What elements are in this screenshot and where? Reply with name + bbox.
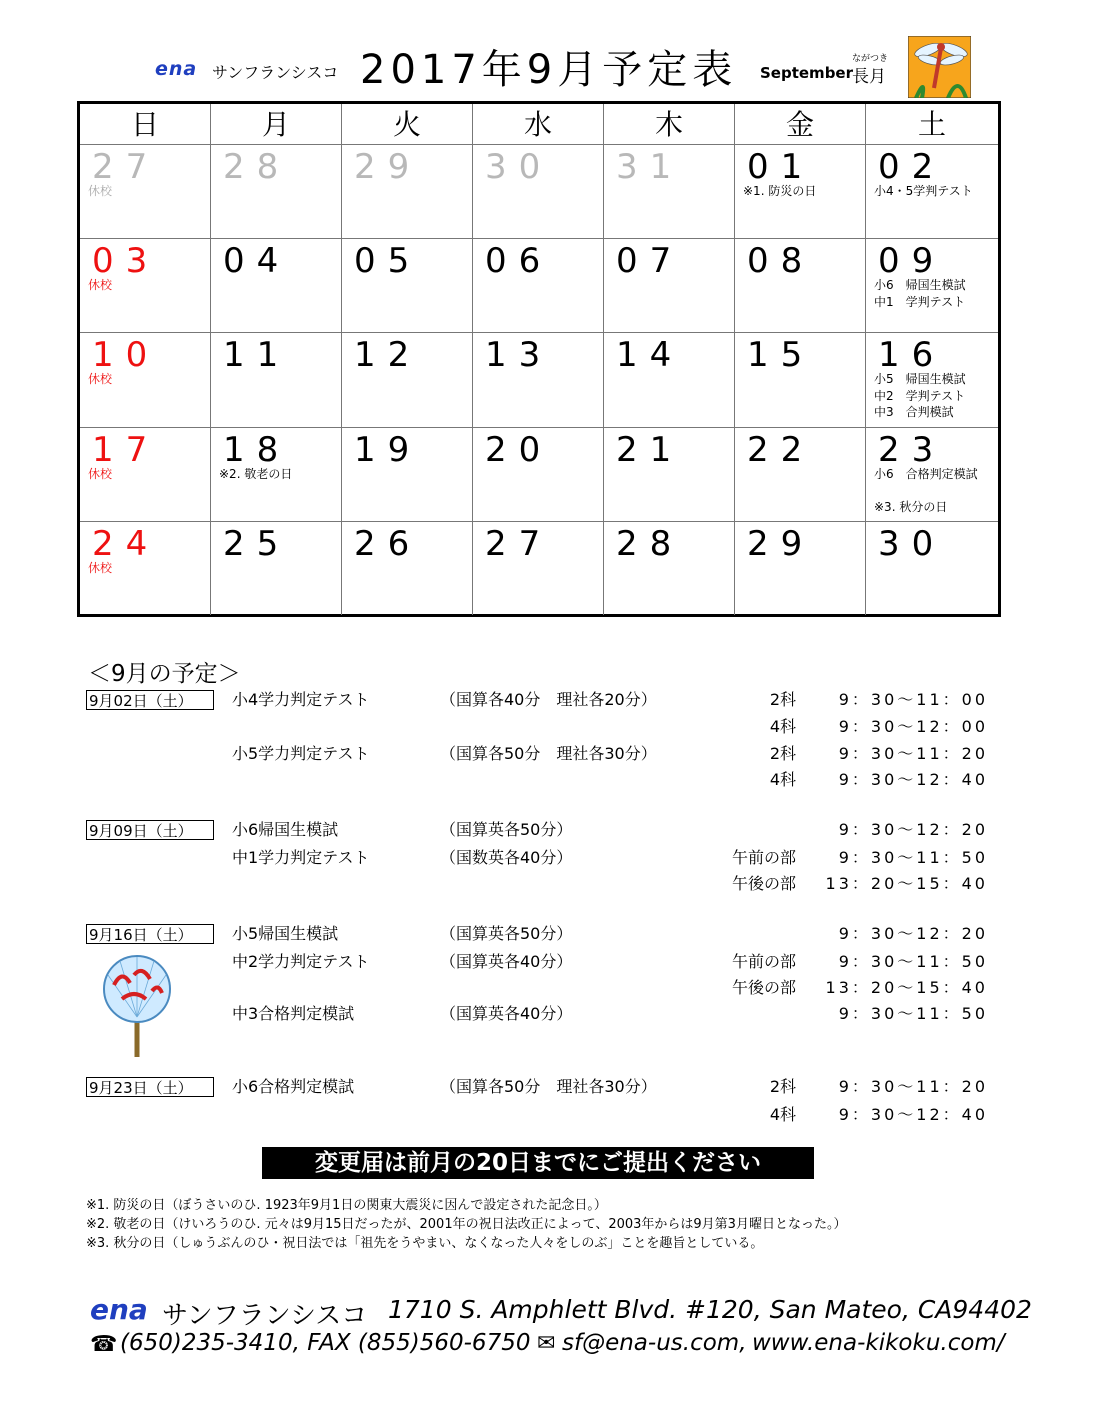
calendar-day-cell [473, 427, 604, 521]
day-note: 中2 学判テスト [874, 388, 966, 403]
calendar-day-cell [866, 521, 998, 615]
day-note: 小4・5学判テスト [874, 184, 973, 198]
day-note: 休校 [88, 372, 113, 387]
day-number: 27 [92, 147, 160, 187]
dragonfly-icon [908, 36, 971, 98]
exam-name: 小4学力判定テスト [232, 690, 370, 709]
calendar-day-cell [604, 238, 735, 332]
schedule-heading: ＜9月の予定＞ [88, 661, 241, 687]
exam-time: 9：30〜12：40 [838, 1105, 988, 1124]
brand-logo: ena [155, 58, 198, 80]
exam-session: 午後の部 [731, 978, 796, 997]
exam-time: 9：30〜11：20 [838, 744, 988, 763]
day-note: 小6 帰国生模試 [874, 278, 966, 293]
day-number: 04 [223, 241, 291, 282]
calendar-day-cell [342, 332, 473, 426]
exam-subjects: 2科 [769, 690, 796, 709]
exam-subjects: 4科 [769, 770, 796, 789]
exam-time: 9：30〜11：00 [838, 690, 988, 709]
day-number: 02 [878, 147, 946, 187]
calendar-day-cell [80, 332, 211, 426]
exam-time: 9：30〜11：50 [838, 1004, 988, 1023]
day-number: 12 [354, 335, 422, 376]
day-number: 08 [747, 241, 815, 282]
day-number: 21 [616, 429, 684, 470]
day-note: 休校 [88, 278, 113, 293]
day-number: 17 [92, 429, 160, 470]
footer-address: 1710 S. Amphlett Blvd. #120, San Mateo, CA94402 [388, 1295, 1032, 1324]
footer-email[interactable]: sf@ena-us.com, [562, 1330, 747, 1356]
weekday-header: 火 [342, 104, 473, 144]
exam-duration: （国算英各50分） [440, 924, 573, 943]
calendar-day-cell [80, 427, 211, 521]
day-number: 06 [485, 241, 553, 282]
day-note: 中3 合判模試 [874, 405, 954, 420]
calendar-day-cell [866, 238, 998, 332]
day-number: 26 [354, 523, 422, 564]
exam-time: 9：30〜11：50 [838, 848, 988, 867]
exam-duration: （国数英各40分） [440, 848, 573, 867]
day-note: ※2. 敬老の日 [219, 466, 293, 481]
day-number: 14 [616, 335, 684, 376]
exam-name: 小5帰国生模試 [232, 924, 339, 943]
calendar-day-cell [473, 144, 604, 238]
schedule-date: 9月23日（土） [86, 1077, 214, 1097]
exam-duration: （国算各50分 理社各30分） [440, 1077, 657, 1096]
notice-banner: 変更届は前月の20日までにご提出ください [262, 1147, 814, 1179]
calendar-day-cell [866, 332, 998, 426]
calendar-day-cell [211, 144, 342, 238]
calendar-day-cell [211, 238, 342, 332]
weekday-header: 月 [211, 104, 342, 144]
day-note: 小6 合格判定模試 [874, 466, 978, 481]
footnote: ※3. 秋分の日（しゅうぶんのひ・祝日法では「祖先をうやまい、なくなった人々をしのぶ」ことを趣旨としている。 [86, 1236, 764, 1251]
calendar-day-cell [735, 427, 866, 521]
day-number: 10 [92, 335, 160, 376]
footer-brand-logo: ena [90, 1293, 148, 1326]
calendar-day-cell [211, 427, 342, 521]
school-name: サンフランシスコ [212, 63, 339, 82]
footer-phone: (650)235-3410, FAX (855)560-6750 [120, 1330, 531, 1356]
exam-time: 9：30〜12：20 [838, 820, 988, 839]
exam-time: 9：30〜11：50 [838, 952, 988, 971]
weekday-header: 木 [604, 104, 735, 144]
day-number: 27 [485, 523, 553, 564]
exam-duration: （国算英各40分） [440, 952, 573, 971]
calendar-day-cell [866, 144, 998, 238]
calendar-day-cell [604, 427, 735, 521]
day-number: 28 [223, 147, 291, 187]
exam-name: 中2学力判定テスト [232, 952, 370, 971]
schedule-date: 9月09日（土） [86, 820, 214, 840]
day-number: 30 [485, 147, 553, 187]
exam-duration: （国算英各50分） [440, 820, 573, 839]
day-number: 09 [878, 241, 946, 282]
calendar-day-cell [604, 144, 735, 238]
day-number: 22 [747, 429, 815, 470]
day-number: 31 [616, 147, 684, 187]
calendar-day-cell [342, 427, 473, 521]
day-number: 28 [616, 523, 684, 564]
uchiwa-fan-icon [100, 955, 175, 1060]
footnote: ※2. 敬老の日（けいろうのひ. 元々は9月15日だったが、2001年の祝日法改正によって、2003年からは9月第3月曜日となった。） [86, 1217, 847, 1232]
exam-session: 午前の部 [731, 952, 796, 971]
calendar-day-cell [342, 238, 473, 332]
month-furigana: ながつき [852, 54, 889, 64]
schedule-date: 9月02日（土） [86, 690, 214, 710]
weekday-header: 土 [917, 108, 946, 141]
weekday-header: 日 [80, 104, 211, 144]
day-number: 19 [354, 429, 422, 470]
day-note: 休校 [88, 560, 113, 575]
exam-session: 午前の部 [731, 848, 796, 867]
day-number: 05 [354, 241, 422, 282]
exam-subjects: 4科 [769, 717, 796, 736]
day-note: 休校 [88, 466, 113, 481]
exam-subjects: 4科 [769, 1105, 796, 1124]
day-note: 小5 帰国生模試 [874, 372, 966, 387]
day-number: 29 [747, 523, 815, 564]
day-number: 30 [878, 523, 946, 564]
calendar-day-cell [604, 332, 735, 426]
exam-name: 中1学力判定テスト [232, 848, 370, 867]
calendar-day-cell [342, 144, 473, 238]
exam-time: 9：30〜12：40 [838, 770, 988, 789]
day-number: 16 [878, 335, 946, 376]
day-number: 20 [485, 429, 553, 470]
month-english: September [760, 64, 853, 82]
exam-subjects: 2科 [769, 744, 796, 763]
phone-icon: ☎ [90, 1332, 118, 1357]
calendar-grid [77, 101, 1001, 617]
weekday-header: 金 [735, 104, 866, 144]
footer-website[interactable]: www.ena-kikoku.com/ [752, 1330, 1005, 1356]
page-title: 2017年9月予定表 [360, 47, 738, 93]
calendar-day-cell [473, 332, 604, 426]
exam-name: 中3合格判定模試 [232, 1004, 355, 1023]
calendar-day-cell [211, 521, 342, 615]
exam-session: 午後の部 [731, 874, 796, 893]
day-note: 休校 [88, 184, 113, 198]
calendar-day-cell [473, 521, 604, 615]
exam-name: 小6合格判定模試 [232, 1077, 355, 1096]
day-number: 11 [223, 335, 291, 376]
month-japanese: 長月 [852, 67, 886, 87]
calendar-day-cell [473, 238, 604, 332]
exam-duration: （国算各40分 理社各20分） [440, 690, 657, 709]
calendar-day-cell [80, 144, 211, 238]
calendar-day-cell [735, 144, 866, 238]
calendar-day-cell [80, 238, 211, 332]
day-note: ※1. 防災の日 [743, 184, 817, 198]
day-number: 01 [747, 147, 815, 187]
mail-icon: ✉ [537, 1331, 556, 1356]
day-number: 18 [223, 429, 291, 470]
calendar-day-cell [735, 238, 866, 332]
day-number: 13 [485, 335, 553, 376]
footnote: ※1. 防災の日（ぼうさいのひ. 1923年9月1日の関東大震災に因んで設定された記念日。） [86, 1198, 607, 1213]
exam-duration: （国算英各40分） [440, 1004, 573, 1023]
calendar-day-cell [342, 521, 473, 615]
exam-subjects: 2科 [769, 1077, 796, 1096]
day-number: 25 [223, 523, 291, 564]
calendar-day-cell [735, 332, 866, 426]
exam-duration: （国算各50分 理社各30分） [440, 744, 657, 763]
day-number: 15 [747, 335, 815, 376]
exam-time: 9：30〜12：20 [838, 924, 988, 943]
exam-time: 13：20〜15：40 [825, 978, 988, 997]
day-number: 24 [92, 523, 160, 564]
exam-time: 13：20〜15：40 [825, 874, 988, 893]
calendar-day-cell [80, 521, 211, 615]
calendar-day-cell [866, 427, 998, 521]
exam-time: 9：30〜11：20 [838, 1077, 988, 1096]
day-note: ※3. 秋分の日 [874, 499, 948, 514]
calendar-day-cell [735, 521, 866, 615]
weekday-header: 水 [473, 104, 604, 144]
calendar-day-cell [604, 521, 735, 615]
footer-school-name: サンフランシスコ [162, 1301, 368, 1331]
exam-time: 9：30〜12：00 [838, 717, 988, 736]
schedule-date: 9月16日（土） [86, 924, 214, 944]
day-number: 23 [878, 429, 946, 470]
day-number: 07 [616, 241, 684, 282]
day-number: 03 [92, 241, 160, 282]
day-number: 29 [354, 147, 422, 187]
day-note: 中1 学判テスト [874, 294, 966, 309]
exam-name: 小5学力判定テスト [232, 744, 370, 763]
calendar-day-cell [211, 332, 342, 426]
exam-name: 小6帰国生模試 [232, 820, 339, 839]
